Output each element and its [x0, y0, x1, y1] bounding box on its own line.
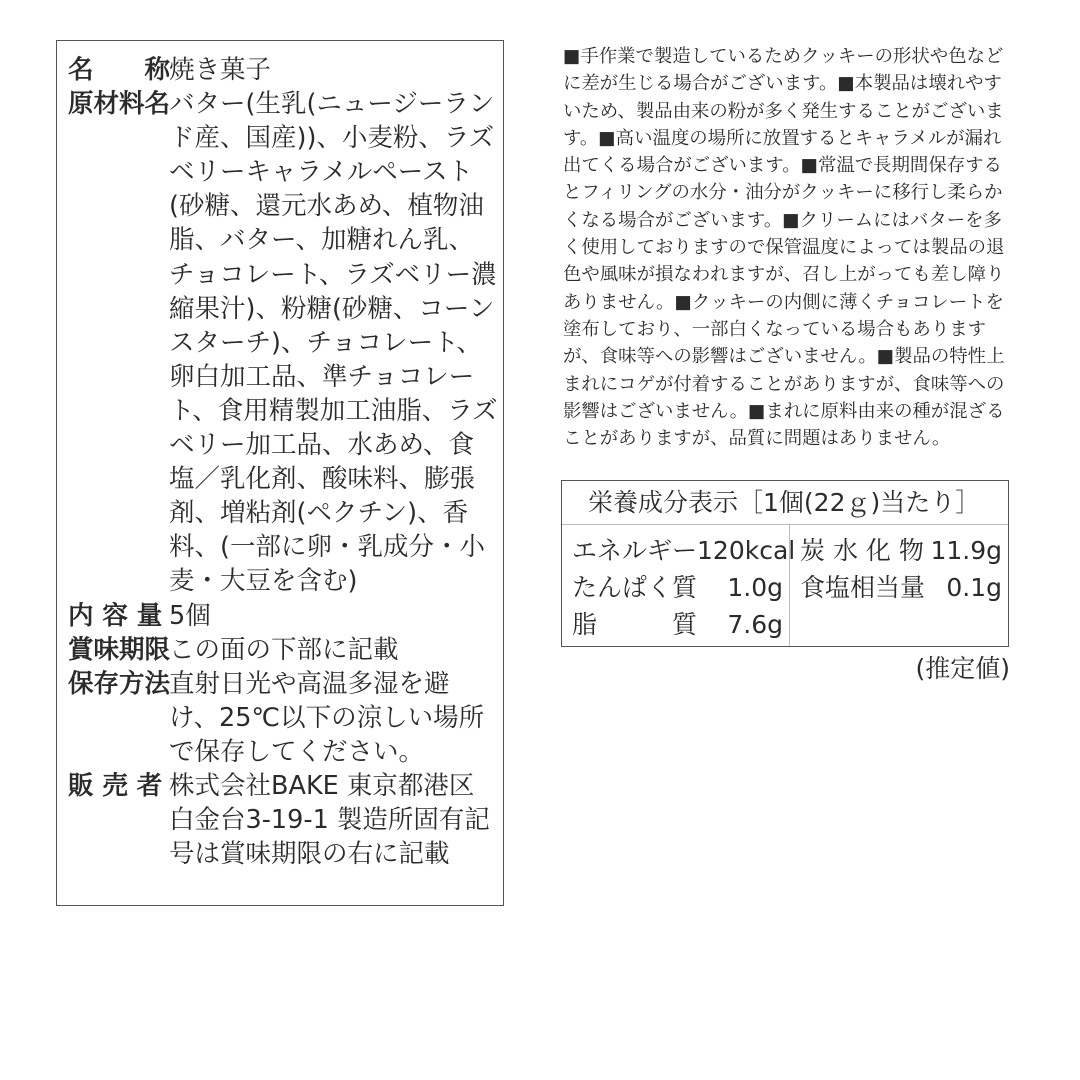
label-row-ingredients — [68, 87, 503, 598]
nutrition-column-right — [790, 525, 1008, 646]
nutrition-row-protein — [572, 569, 789, 606]
label-value: 焼き菓子 — [169, 55, 272, 85]
nutrient-value: 7.6g — [727, 610, 783, 639]
label-row-best-before — [68, 633, 503, 667]
nutrient-name: たんぱく質 — [572, 573, 698, 602]
label-key: 販 売 者 — [68, 770, 163, 801]
label-row-quantity — [68, 599, 503, 633]
nutrient-value: 1.0g — [727, 573, 783, 602]
estimate-note: (推定値) — [915, 654, 1010, 683]
label-row-storage — [68, 667, 503, 769]
nutrient-name: 脂 質 — [572, 610, 698, 639]
label-value: この面の下部に記載 — [169, 634, 399, 665]
nutrient-value: 120kcal — [697, 536, 796, 565]
nutrient-value: 11.9g — [930, 536, 1002, 565]
label-value: 直射日光や高温多湿を避け、25℃以下の涼しい場所で保存してください。 — [169, 668, 485, 767]
nutrition-row-fat — [572, 606, 789, 643]
nutrition-row-energy — [572, 532, 796, 569]
label-value: バター(生乳(ニュージーランド産、国産))、小麦粉、ラズベリーキャラメルペースト(砂糖、還元水あめ、植物油脂、バター、加糖れん乳、チョコレート、ラズベリー濃縮果汁)、粉糖(砂糖、コーンスターチ)、チョコレート、卵白加工品、準チョコレート、食用精製加工油脂、ラズベリー加工品、水あめ、食塩／乳化剤、酸味料、膨張剤、増粘剤(ペクチン)、香料、(一部に卵・乳成分・小麦・大豆を含む) — [169, 89, 498, 597]
label-value: 株式会社BAKE 東京都港区白金台3-19-1 製造所固有記号は賞味期限の右に記載 — [169, 770, 490, 870]
nutrition-title: 栄養成分表示［1個(22ｇ)当たり］ — [562, 481, 1008, 525]
nutrition-body — [562, 525, 1008, 646]
nutrient-name: 食塩相当量 — [800, 573, 926, 602]
nutrition-table — [561, 480, 1009, 647]
nutrition-row-carbohydrate — [800, 532, 1008, 569]
label-key: 賞味期限 — [68, 634, 171, 665]
nutrient-name: 炭 水 化 物 — [800, 536, 924, 565]
nutrition-column-left — [562, 525, 796, 646]
nutrition-row-salt — [800, 569, 1008, 606]
label-value: 5個 — [169, 600, 211, 631]
label-key: 名 称 — [68, 55, 171, 85]
label-row-name — [68, 53, 503, 87]
nutrient-name: エネルギー — [572, 536, 698, 565]
product-label-box — [56, 40, 504, 906]
nutrient-value: 0.1g — [946, 573, 1002, 602]
label-key: 内 容 量 — [68, 600, 163, 631]
label-row-seller — [68, 769, 503, 871]
label-key: 保存方法 — [68, 668, 171, 699]
label-key: 原材料名 — [68, 89, 171, 120]
caution-notes: ■手作業で製造しているためクッキーの形状や色などに差が生じる場合がございます。■本製品は壊れやすいため、製品由来の粉が多く発生することがございます。■高い温度の場所に放置するとキャラメルが漏れ出てくる場合がございます。■常温で長期間保存するとフィリングの水分・油分がクッキーに移行し柔らかくなる場合がございます。■クリームにはバターを多く使用しておりますので保管温度によっては製品の退色や風味が損なわれますが、召し上がっても差し障りありません。■クッキーの内側に薄くチョコレートを塗布しており、一部白くなっている場合もありますが、食味等への影響はございません。■製品の特性上まれにコゲが付着することがありますが、食味等への影響はございません。■まれに原料由来の種が混ざることがありますが、品質に問題はありません。 — [563, 46, 1005, 450]
